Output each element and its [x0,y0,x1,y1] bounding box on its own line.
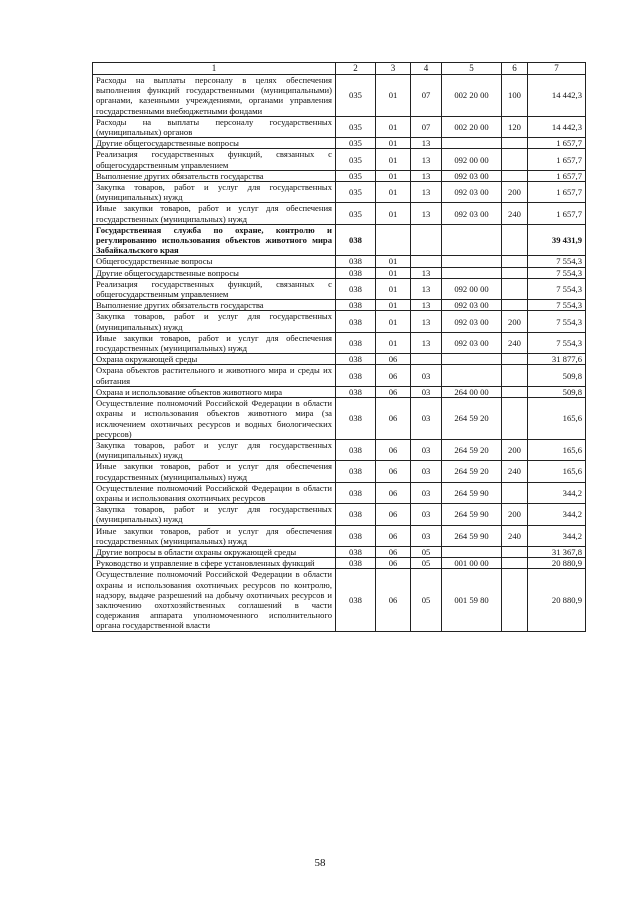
row-expense-type [502,558,528,569]
row-name: Закупка товаров, работ и услуг для государственных (муниципальных) нужд [93,439,336,460]
row-subsection: 05 [411,546,442,557]
row-target-item: 264 59 90 [442,504,502,525]
row-expense-type [502,398,528,440]
header-col-6: 6 [502,63,528,75]
row-name: Выполнение других обязательств государства [93,300,336,311]
row-subsection: 13 [411,170,442,181]
row-section: 06 [376,386,411,397]
row-section: 06 [376,504,411,525]
row-amount: 7 554,3 [528,278,586,299]
row-expense-type [502,354,528,365]
row-admin-code: 038 [336,332,376,353]
row-target-item: 092 03 00 [442,170,502,181]
table-row [93,278,586,299]
row-name: Государственная служба по охране, контролю и регулированию использования объектов животного мира Забайкальского края [93,224,336,256]
row-amount: 31 877,6 [528,354,586,365]
row-subsection: 13 [411,149,442,170]
row-amount: 14 442,3 [528,116,586,137]
row-name: Общегосударственные вопросы [93,256,336,267]
row-admin-code: 035 [336,182,376,203]
table-row [93,75,586,117]
row-name: Иные закупки товаров, работ и услуг для обеспечения государственных (муниципальных) нужд [93,332,336,353]
row-expense-type: 240 [502,525,528,546]
row-name: Осуществление полномочий Российской Федерации в области охраны и использования охотничьих ресурсов [93,482,336,503]
row-subsection: 13 [411,311,442,332]
row-amount: 7 554,3 [528,311,586,332]
row-amount: 344,2 [528,504,586,525]
row-expense-type [502,256,528,267]
row-amount: 1 657,7 [528,170,586,181]
row-amount: 1 657,7 [528,182,586,203]
row-section: 06 [376,558,411,569]
row-subsection: 03 [411,386,442,397]
row-target-item: 002 20 00 [442,75,502,117]
row-subsection: 03 [411,525,442,546]
budget-document [92,62,585,632]
table-row [93,569,586,631]
row-target-item: 092 03 00 [442,311,502,332]
row-section: 01 [376,332,411,353]
row-amount: 39 431,9 [528,224,586,256]
row-name: Осуществление полномочий Российской Федерации в области охраны и использования объектов животного мира (за исключением охотничьих ресурсов и водных биологических ресурсов) [93,398,336,440]
table-row [93,116,586,137]
row-expense-type [502,138,528,149]
row-target-item [442,546,502,557]
row-section: 01 [376,170,411,181]
row-section: 06 [376,365,411,386]
table-row [93,311,586,332]
row-subsection [411,256,442,267]
row-admin-code: 038 [336,311,376,332]
header-col-5: 5 [442,63,502,75]
table-row [93,525,586,546]
table-row [93,138,586,149]
row-name: Расходы на выплаты персоналу в целях обеспечения выполнения функций государственными (муниципальными) органами, казенными учреждениями, органами управления государственными внебюджетными фондами [93,75,336,117]
row-amount: 1 657,7 [528,149,586,170]
header-col-4: 4 [411,63,442,75]
row-admin-code: 038 [336,525,376,546]
row-subsection: 13 [411,182,442,203]
row-expense-type: 240 [502,461,528,482]
row-admin-code: 035 [336,116,376,137]
row-section: 01 [376,203,411,224]
row-subsection: 13 [411,300,442,311]
row-target-item: 264 59 20 [442,398,502,440]
header-col-7: 7 [528,63,586,75]
row-section: 01 [376,256,411,267]
header-col-3: 3 [376,63,411,75]
row-subsection: 03 [411,482,442,503]
row-admin-code: 038 [336,386,376,397]
row-target-item: 001 00 00 [442,558,502,569]
row-section: 01 [376,75,411,117]
row-expense-type [502,546,528,557]
row-subsection [411,224,442,256]
row-target-item: 264 59 20 [442,461,502,482]
row-name: Реализация государственных функций, связанных с общегосударственным управлением [93,149,336,170]
row-admin-code: 038 [336,546,376,557]
row-name: Другие общегосударственные вопросы [93,138,336,149]
row-section: 01 [376,138,411,149]
row-section: 01 [376,149,411,170]
table-row [93,546,586,557]
row-subsection: 13 [411,332,442,353]
row-admin-code: 038 [336,398,376,440]
row-amount: 7 554,3 [528,300,586,311]
row-subsection: 13 [411,203,442,224]
budget-table [92,62,586,632]
table-row [93,203,586,224]
row-amount: 165,6 [528,461,586,482]
row-admin-code: 038 [336,278,376,299]
header-row [93,63,586,75]
row-section [376,224,411,256]
row-admin-code: 035 [336,203,376,224]
row-admin-code: 035 [336,75,376,117]
row-name: Иные закупки товаров, работ и услуг для обеспечения государственных (муниципальных) нужд [93,525,336,546]
row-name: Осуществление полномочий Российской Федерации в области охраны и использования охотничьих ресурсов по контролю, надзору, выдаче разрешений на добычу охотничьих ресурсов и заключению охотхозяйственных соглашений в части содержания аппарата уполномоченного исполнительного органа государственной власти [93,569,336,631]
table-row [93,354,586,365]
header-col-2: 2 [336,63,376,75]
row-amount: 14 442,3 [528,75,586,117]
row-section: 06 [376,354,411,365]
row-amount: 344,2 [528,525,586,546]
row-amount: 31 367,8 [528,546,586,557]
row-expense-type [502,224,528,256]
row-admin-code: 038 [336,482,376,503]
table-row [93,256,586,267]
row-amount: 344,2 [528,482,586,503]
row-target-item: 264 59 90 [442,482,502,503]
row-expense-type [502,300,528,311]
row-expense-type [502,170,528,181]
row-section: 06 [376,525,411,546]
row-admin-code: 038 [336,461,376,482]
row-name: Закупка товаров, работ и услуг для государственных (муниципальных) нужд [93,311,336,332]
row-admin-code: 038 [336,267,376,278]
row-expense-type [502,149,528,170]
row-target-item: 092 03 00 [442,300,502,311]
row-name: Закупка товаров, работ и услуг для государственных (муниципальных) нужд [93,182,336,203]
row-subsection: 05 [411,569,442,631]
row-subsection: 03 [411,398,442,440]
row-target-item [442,354,502,365]
row-admin-code: 038 [336,354,376,365]
row-amount: 7 554,3 [528,256,586,267]
table-row [93,332,586,353]
row-section: 06 [376,398,411,440]
row-expense-type [502,278,528,299]
row-expense-type: 200 [502,504,528,525]
row-amount: 7 554,3 [528,267,586,278]
row-target-item [442,224,502,256]
row-subsection: 03 [411,461,442,482]
row-expense-type: 200 [502,439,528,460]
row-target-item: 092 03 00 [442,203,502,224]
row-amount: 509,8 [528,365,586,386]
row-section: 01 [376,278,411,299]
row-target-item: 092 00 00 [442,278,502,299]
table-row [93,439,586,460]
row-name: Реализация государственных функций, связанных с общегосударственным управлением [93,278,336,299]
row-admin-code: 038 [336,256,376,267]
row-expense-type: 200 [502,182,528,203]
table-row [93,386,586,397]
row-subsection: 13 [411,278,442,299]
row-amount: 1 657,7 [528,203,586,224]
row-subsection: 05 [411,558,442,569]
row-name: Другие вопросы в области охраны окружающей среды [93,546,336,557]
row-name: Охрана окружающей среды [93,354,336,365]
row-name: Охрана объектов растительного и животного мира и среды их обитания [93,365,336,386]
table-row [93,398,586,440]
table-row [93,224,586,256]
row-name: Иные закупки товаров, работ и услуг для обеспечения государственных (муниципальных) нужд [93,203,336,224]
row-amount: 7 554,3 [528,332,586,353]
row-section: 01 [376,182,411,203]
row-expense-type [502,386,528,397]
row-expense-type: 240 [502,203,528,224]
row-section: 06 [376,569,411,631]
table-row [93,558,586,569]
row-target-item [442,267,502,278]
row-name: Выполнение других обязательств государства [93,170,336,181]
row-subsection: 03 [411,439,442,460]
row-section: 06 [376,439,411,460]
row-amount: 20 880,9 [528,569,586,631]
row-subsection [411,354,442,365]
row-target-item: 264 59 90 [442,525,502,546]
row-name: Руководство и управление в сфере установленных функций [93,558,336,569]
row-admin-code: 038 [336,569,376,631]
row-admin-code: 038 [336,439,376,460]
row-section: 01 [376,300,411,311]
row-expense-type: 120 [502,116,528,137]
table-row [93,149,586,170]
page-number: 58 [314,857,326,869]
row-admin-code: 038 [336,558,376,569]
row-name: Иные закупки товаров, работ и услуг для обеспечения государственных (муниципальных) нужд [93,461,336,482]
row-amount: 165,6 [528,398,586,440]
row-amount: 20 880,9 [528,558,586,569]
table-row [93,365,586,386]
row-subsection: 13 [411,267,442,278]
row-expense-type: 200 [502,311,528,332]
row-section: 06 [376,546,411,557]
table-row [93,482,586,503]
row-name: Другие общегосударственные вопросы [93,267,336,278]
row-admin-code: 038 [336,504,376,525]
row-subsection: 03 [411,504,442,525]
row-expense-type: 100 [502,75,528,117]
table-row [93,170,586,181]
row-expense-type [502,365,528,386]
row-name: Охрана и использование объектов животного мира [93,386,336,397]
row-target-item: 001 59 80 [442,569,502,631]
row-section: 01 [376,311,411,332]
row-section: 01 [376,116,411,137]
row-name: Закупка товаров, работ и услуг для государственных (муниципальных) нужд [93,504,336,525]
row-section: 01 [376,267,411,278]
row-subsection: 07 [411,116,442,137]
row-target-item: 264 59 20 [442,439,502,460]
row-expense-type [502,482,528,503]
row-subsection: 07 [411,75,442,117]
row-admin-code: 038 [336,224,376,256]
row-subsection: 03 [411,365,442,386]
row-admin-code: 038 [336,300,376,311]
row-amount: 165,6 [528,439,586,460]
row-amount: 1 657,7 [528,138,586,149]
table-row [93,267,586,278]
row-admin-code: 035 [336,138,376,149]
row-expense-type: 240 [502,332,528,353]
row-amount: 509,8 [528,386,586,397]
table-row [93,300,586,311]
table-row [93,182,586,203]
table-row [93,504,586,525]
header-col-1: 1 [93,63,336,75]
table-row [93,461,586,482]
row-target-item [442,138,502,149]
row-target-item: 002 20 00 [442,116,502,137]
row-target-item: 264 00 00 [442,386,502,397]
row-target-item [442,365,502,386]
row-target-item: 092 00 00 [442,149,502,170]
row-target-item: 092 03 00 [442,332,502,353]
row-target-item: 092 03 00 [442,182,502,203]
row-target-item [442,256,502,267]
row-expense-type [502,569,528,631]
row-expense-type [502,267,528,278]
row-section: 06 [376,461,411,482]
row-admin-code: 035 [336,149,376,170]
row-section: 06 [376,482,411,503]
row-admin-code: 038 [336,365,376,386]
row-admin-code: 035 [336,170,376,181]
row-name: Расходы на выплаты персоналу государственных (муниципальных) органов [93,116,336,137]
row-subsection: 13 [411,138,442,149]
